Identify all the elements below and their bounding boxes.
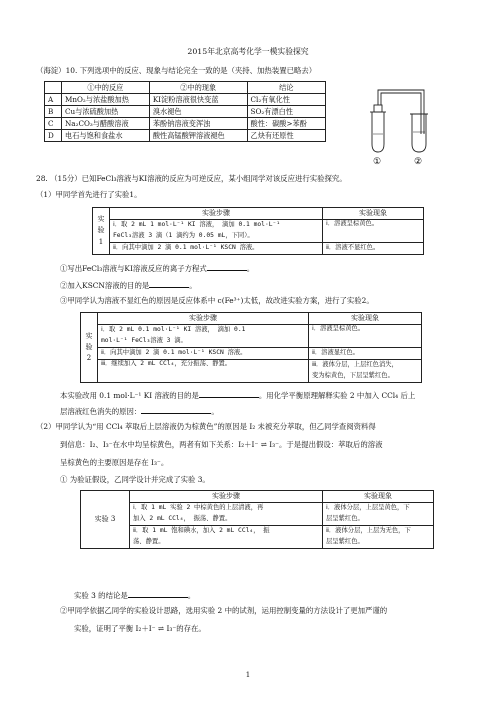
- part-2-line-4: ① 为验证假设，乙同学设计并完成了实验 3。: [60, 475, 210, 484]
- option-label: D: [45, 130, 62, 142]
- table-row: [45, 94, 326, 106]
- experiment-1-label: 实验1: [93, 208, 110, 255]
- answer-blank[interactable]: [207, 262, 247, 271]
- step-text: 荡、静置。: [130, 537, 323, 549]
- phenomenon-text: 层呈紫红色。: [323, 514, 434, 526]
- part-2-line-1: （2）甲同学认为“用 CCl₄ 萃取后上层溶液仍为棕黄色”的原因是 I₂ 未被充分萃取，但乙同学查阅资料得: [36, 422, 376, 431]
- step-text: FeCl₃溶液 3 滴（1 滴约为 0.05 mL，下同）。: [110, 231, 323, 243]
- table-cell: Cu与浓硫酸加热: [62, 106, 150, 118]
- step-text: ⅱ．向其中滴加 2 滴 0.1 mol·L⁻¹ KSCN 溶液。: [98, 348, 309, 360]
- experiment-2-label: 实验2: [81, 313, 98, 383]
- question-28-stem: 28. （15分）已知FeCl₃溶液与KI溶液的反应为可逆反应，某小组同学对该反应进行实验探究。: [36, 174, 347, 183]
- table-header-cell: [45, 82, 62, 94]
- table-cell: 溴水褪色: [149, 106, 247, 118]
- question-4: 本实验改用 0.1 mol·L⁻¹ KI 溶液的目的是 。用化学平衡原理解释实验 2 中加入 CCl₄ 后上: [60, 391, 416, 400]
- part-2-line-2: 到信息：I₂、I₃⁻在水中均呈棕黄色，两者有如下关系：I₂＋I⁻ ⇌ I₃⁻。于是提出假设：萃取后的溶液: [60, 440, 383, 449]
- table-cell: 苯酚钠溶液变浑浊: [149, 118, 247, 130]
- phenomenon-text: 层呈紫红色。: [323, 537, 434, 549]
- steps-header: 实验步骤: [130, 491, 323, 503]
- answer-blank[interactable]: [149, 279, 189, 288]
- phenomenon-text: ⅰ．溶液呈棕黄色。: [309, 325, 422, 348]
- apparatus-label-1: ①: [373, 157, 382, 166]
- option-label: B: [45, 106, 62, 118]
- experiment-1-table: [92, 207, 424, 255]
- table-cell: 乙炔有还原性: [247, 130, 325, 142]
- table-cell: 酸性：碳酸>苯酚: [247, 118, 325, 130]
- page-number: 1: [245, 671, 251, 679]
- phenomena-header: 实验现象: [323, 208, 424, 220]
- question-1: ①写出FeCl₃溶液与KI溶液反应的离子方程式 。: [60, 264, 255, 273]
- phenomenon-text: ⅱ．液体分层，上层为无色，下: [323, 526, 434, 538]
- option-label: A: [45, 94, 62, 106]
- apparatus-diagram: [364, 74, 456, 166]
- step-text: ⅰ．取 1 mL 实验 2 中棕黄色的上层清液，再: [130, 503, 323, 515]
- phenomenon-text: ⅰ．液体分层，上层呈黄色，下: [323, 503, 434, 515]
- step-text: ⅰ．取 2 mL 0.1 mol·L⁻¹ KI 溶液， 滴加 0.1: [98, 325, 309, 337]
- step-text: ⅲ．继续加入 2 mL CCl₄，充分振荡、静置。: [98, 360, 309, 383]
- table-cell: SO₂有漂白性: [247, 106, 325, 118]
- step-text: ⅰ．取 2 mL 1 mol·L⁻¹ KI 溶液， 滴加 0.1 mol·L⁻¹: [110, 220, 323, 232]
- table-cell: KI淀粉溶液很快变蓝: [149, 94, 247, 106]
- table-cell: 酸性高锰酸钾溶液褪色: [149, 130, 247, 142]
- part-1-intro: （1）甲同学首先进行了实验1。: [36, 190, 142, 199]
- table-header-cell: ①中的反应: [62, 82, 150, 94]
- experiment-3-table: [80, 490, 434, 549]
- step-text: 加入 2 mL CCl₄， 振荡、静置。: [130, 514, 323, 526]
- page-title: 2015年北京高考化学一模实验探究: [187, 47, 309, 56]
- option-label: C: [45, 118, 62, 130]
- step-text: mol·L⁻¹ FeCl₃溶液 3 滴。: [98, 336, 309, 348]
- question-6-line-1: ②甲同学依据乙同学的实验设计思路，选用实验 2 中的试剂，运用控制变量的方法设计了更加严谨的: [60, 606, 388, 615]
- table-row: [45, 106, 326, 118]
- question-10-table: [44, 81, 326, 142]
- phenomenon-text: 变为棕黄色，下层呈紫红色。: [309, 371, 422, 383]
- table-cell: MnO₂与浓盐酸加热: [62, 94, 150, 106]
- experiment-2-table: [80, 312, 422, 383]
- step-text: ⅱ．向其中滴加 2 滴 0.1 mol·L⁻¹ KSCN 溶液。: [110, 243, 323, 255]
- table-row: [45, 130, 326, 142]
- question-6-line-2: 实验，证明了平衡 I₂＋I⁻ ⇌ I₃⁻的存在。: [74, 624, 206, 633]
- table-cell: Cl₂有氧化性: [247, 94, 325, 106]
- question-10-stem: （海淀）10. 下列选项中的反应、现象与结论完全一致的是（夹持、加热装置已略去）: [36, 66, 317, 75]
- table-row: [45, 118, 326, 130]
- phenomenon-text: ⅱ．溶液不显红色。: [323, 243, 424, 255]
- answer-blank[interactable]: [128, 589, 188, 598]
- table-cell: Na₂CO₃与醋酸溶液: [62, 118, 150, 130]
- answer-blank[interactable]: [141, 405, 211, 414]
- step-text: ⅱ．取 1 mL 饱和碘水，加入 2 mL CCl₄， 振: [130, 526, 323, 538]
- question-3: ③甲同学认为溶液不显红色的原因是反应体系中 c(Fe³⁺)太低，故改进实验方案，进行了实验2。: [60, 296, 374, 305]
- answer-blank[interactable]: [199, 389, 259, 398]
- steps-header: 实验步骤: [98, 313, 309, 325]
- apparatus-label-2: ②: [414, 157, 423, 166]
- table-cell: 电石与饱和食盐水: [62, 130, 150, 142]
- experiment-3-label: 实验 3: [81, 491, 130, 549]
- part-2-line-3: 呈棕黄色的主要原因是存在 I₃⁻。: [60, 458, 169, 467]
- phenomenon-text: ⅲ．液体分层，上层红色消失，: [309, 360, 422, 372]
- table-header-cell: ②中的现象: [149, 82, 247, 94]
- question-4-cont: 层溶液红色消失的原因： 。: [60, 407, 219, 416]
- phenomena-header: 实验现象: [323, 491, 434, 503]
- steps-header: 实验步骤: [110, 208, 323, 220]
- table-header-cell: 结论: [247, 82, 325, 94]
- phenomenon-text: ⅱ．溶液显红色。: [309, 348, 422, 360]
- phenomena-header: 实验现象: [309, 313, 422, 325]
- question-5: 实验 3 的结论是 。: [74, 591, 196, 600]
- phenomenon-text: ⅰ．溶液呈棕黄色。: [323, 220, 424, 243]
- question-2: ②加入KSCN溶液的目的是 。: [60, 281, 197, 290]
